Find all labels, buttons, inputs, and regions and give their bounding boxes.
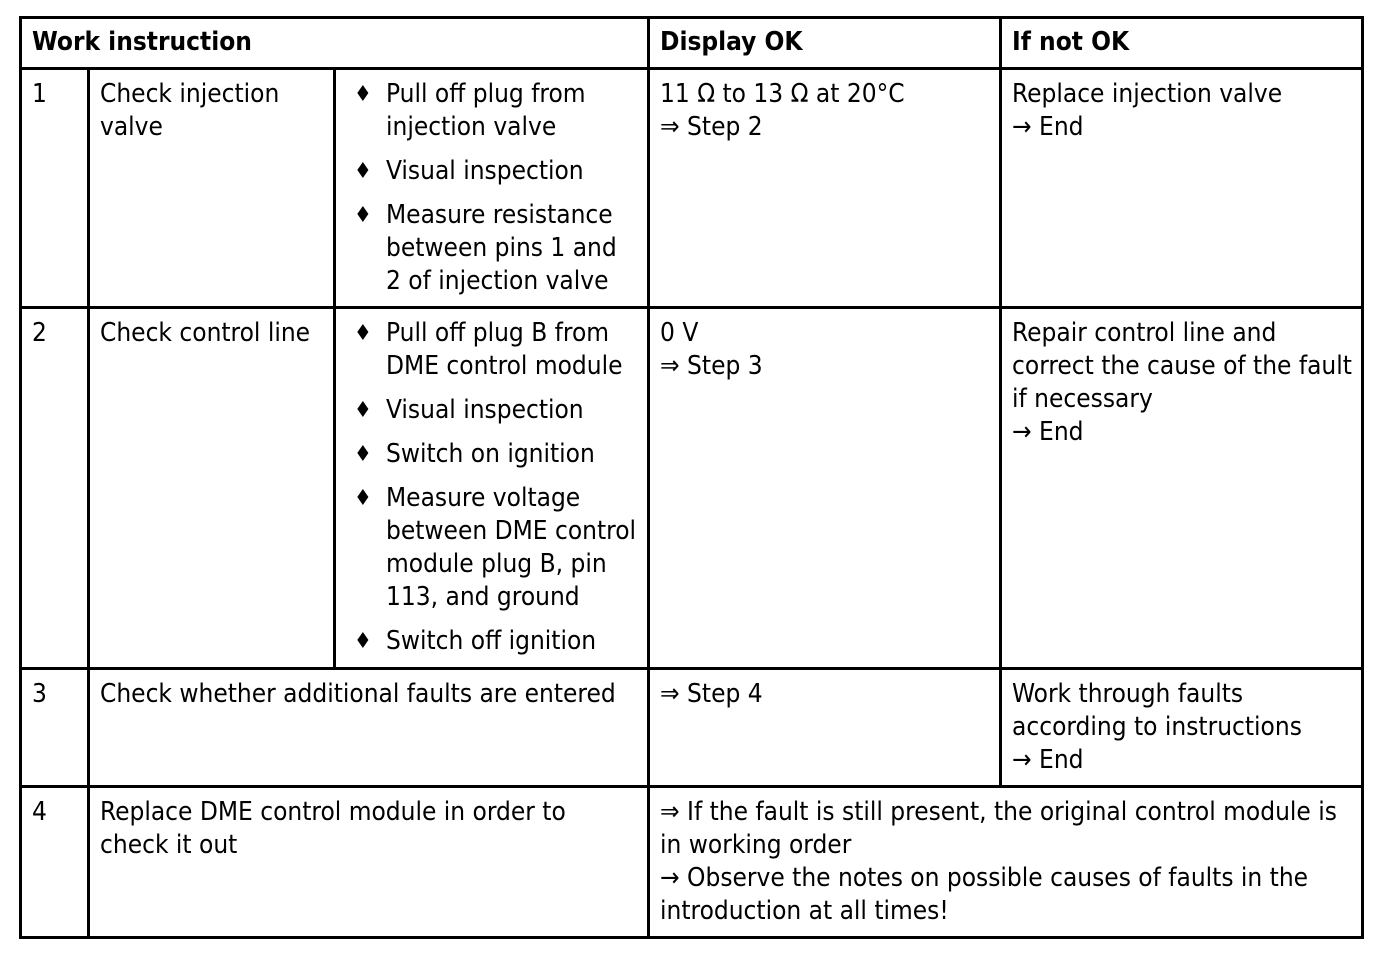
diamond-bullet-icon: ♦ (354, 486, 372, 511)
step-actions (335, 69, 649, 308)
result-fault-present: ⇒ If the fault is still present, the original control module is in working order (660, 797, 1337, 860)
action-item: ♦ Visual inspection (354, 395, 584, 425)
display-ok-next: ⇒ Step 3 (660, 351, 763, 381)
if-not-ok-cell (1001, 308, 1363, 669)
if-not-ok-cell (1001, 69, 1363, 308)
step-number: 3 (21, 669, 89, 787)
header-display-ok: Display OK (649, 18, 1001, 69)
if-not-ok-next: → End (1012, 417, 1084, 447)
result-cell (649, 787, 1363, 938)
step-number: 4 (21, 787, 89, 938)
if-not-ok-next: → End (1012, 745, 1084, 775)
step-number: 2 (21, 308, 89, 669)
if-not-ok-action: Repair control line and correct the cause of the fault if necessary (1012, 318, 1352, 414)
table-row (21, 308, 1363, 669)
step-description: Replace DME control module in order to check it out (89, 787, 649, 938)
display-ok-value: 0 V (660, 318, 699, 348)
display-ok-value: 11 Ω to 13 Ω at 20°C (660, 79, 905, 109)
action-list (346, 317, 638, 658)
table-row (21, 669, 1363, 787)
step-number: 1 (21, 69, 89, 308)
header-if-not-ok: If not OK (1001, 18, 1363, 69)
header-row (21, 18, 1363, 69)
action-item: ♦ Pull off plug B from DME control module (354, 318, 623, 381)
action-item: ♦ Measure resistance between pins 1 and 2 of injection valve (354, 200, 617, 296)
table-row (21, 787, 1363, 938)
display-ok-cell (649, 308, 1001, 669)
step-description: Check control line (89, 308, 335, 669)
display-ok-next: ⇒ Step 4 (660, 679, 763, 709)
action-item: ♦ Switch off ignition (354, 626, 597, 656)
table-row (21, 69, 1363, 308)
action-item: ♦ Pull off plug from injection valve (354, 79, 586, 142)
action-item: ♦ Measure voltage between DME control module plug B, pin 113, and ground (354, 483, 637, 612)
step-description: Check whether additional faults are entered (89, 669, 649, 787)
diamond-bullet-icon: ♦ (354, 203, 372, 228)
action-item: ♦ Switch on ignition (354, 439, 595, 469)
if-not-ok-action: Replace injection valve (1012, 79, 1283, 109)
diamond-bullet-icon: ♦ (354, 159, 372, 184)
if-not-ok-next: → End (1012, 112, 1084, 142)
work-instruction-table (19, 16, 1364, 939)
if-not-ok-cell (1001, 669, 1363, 787)
diamond-bullet-icon: ♦ (354, 82, 372, 107)
display-ok-cell (649, 669, 1001, 787)
diamond-bullet-icon: ♦ (354, 629, 372, 654)
action-item: ♦ Visual inspection (354, 156, 584, 186)
diamond-bullet-icon: ♦ (354, 321, 372, 346)
step-description: Check injection valve (89, 69, 335, 308)
header-work-instruction: Work instruction (21, 18, 649, 69)
display-ok-cell (649, 69, 1001, 308)
if-not-ok-action: Work through faults according to instructions (1012, 679, 1302, 742)
result-observe-notes: → Observe the notes on possible causes of faults in the introduction at all times! (660, 863, 1309, 926)
diamond-bullet-icon: ♦ (354, 398, 372, 423)
display-ok-next: ⇒ Step 2 (660, 112, 763, 142)
diamond-bullet-icon: ♦ (354, 442, 372, 467)
action-list (346, 78, 638, 298)
step-actions (335, 308, 649, 669)
